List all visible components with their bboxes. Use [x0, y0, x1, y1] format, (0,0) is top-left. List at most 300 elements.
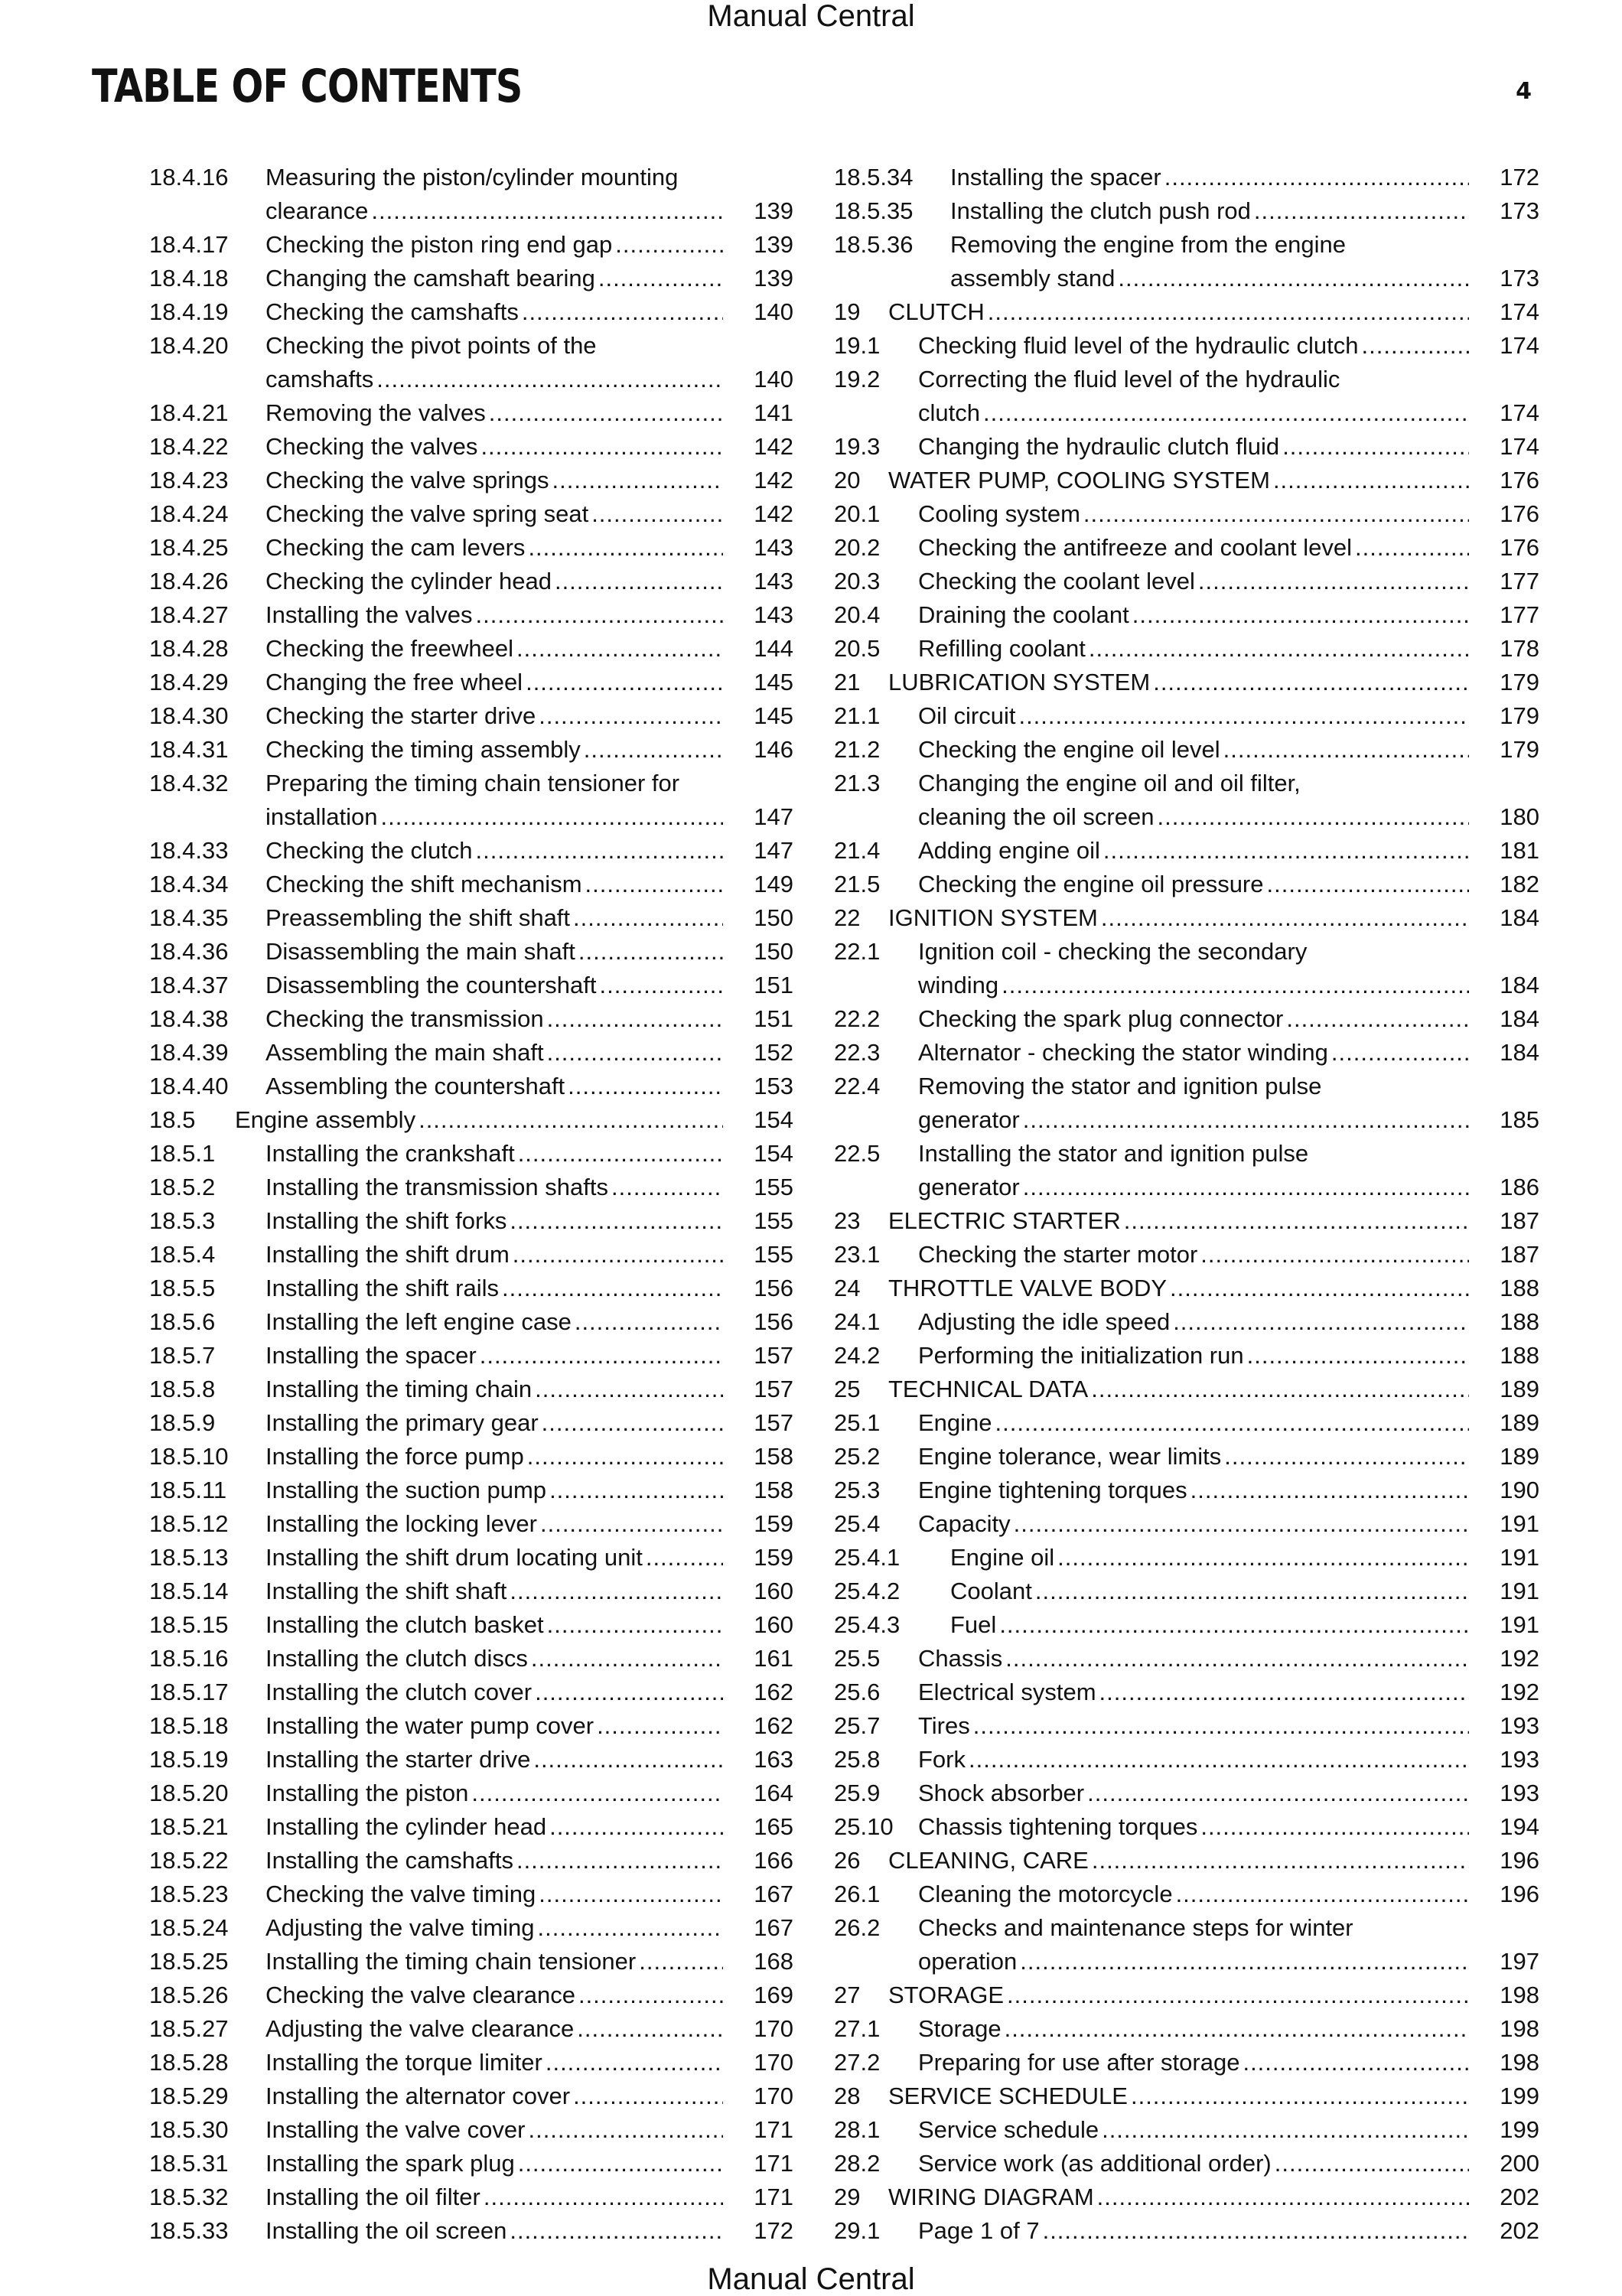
dot-leader	[516, 1844, 723, 1878]
dot-leader	[1101, 901, 1469, 935]
toc-entry[interactable]	[834, 935, 1539, 1002]
dot-leader	[1273, 464, 1469, 497]
toc-entry[interactable]	[149, 632, 793, 666]
dot-leader	[1190, 1474, 1469, 1507]
toc-entry[interactable]	[834, 666, 1539, 699]
dot-leader	[1198, 565, 1469, 598]
dot-leader	[983, 396, 1469, 430]
dot-leader	[480, 1339, 723, 1373]
toc-entry-title: Preassembling the shift shaft	[265, 904, 571, 931]
toc-entry[interactable]	[834, 1608, 1539, 1642]
toc-entry[interactable]	[834, 531, 1539, 565]
toc-entry[interactable]	[834, 1507, 1539, 1541]
toc-entry[interactable]	[834, 1777, 1539, 1810]
toc-entry-number: 18.4.21	[149, 399, 229, 426]
dot-leader	[538, 1911, 723, 1945]
toc-entry[interactable]	[834, 497, 1539, 531]
toc-entry-title: camshafts	[265, 366, 374, 392]
toc-entry-title: Page 1 of 7	[918, 2217, 1040, 2244]
toc-entry[interactable]	[834, 2214, 1539, 2248]
toc-entry[interactable]	[834, 1070, 1539, 1137]
toc-entry-page: 199	[1500, 2083, 1539, 2109]
toc-entry-title: Installing the transmission shafts	[265, 1174, 608, 1200]
toc-entry-title: installation	[265, 803, 378, 830]
toc-entry[interactable]	[149, 868, 793, 901]
toc-entry-page: 188	[1500, 1275, 1539, 1301]
toc-entry[interactable]	[149, 1339, 793, 1373]
toc-entry[interactable]	[149, 430, 793, 464]
toc-entry-title: Preparing for use after storage	[918, 2049, 1240, 2076]
dot-leader	[598, 262, 723, 295]
toc-entry[interactable]	[149, 1440, 793, 1474]
toc-entry[interactable]	[149, 935, 793, 969]
toc-entry-number: 27	[834, 1982, 861, 2008]
dot-leader	[591, 497, 723, 531]
dot-leader	[513, 1238, 723, 1272]
toc-entry-page: 170	[754, 2049, 793, 2076]
dot-leader	[1223, 733, 1469, 767]
dot-leader	[646, 1541, 723, 1575]
toc-entry-title: Installing the crankshaft	[265, 1140, 515, 1167]
toc-entry[interactable]	[834, 1036, 1539, 1070]
toc-entry-title: Installing the timing chain tensioner	[265, 1948, 637, 1975]
toc-entry-title: clutch	[918, 399, 980, 426]
toc-entry-page: 176	[1500, 500, 1539, 527]
toc-entry[interactable]	[149, 464, 793, 497]
toc-entry-page: 167	[754, 1881, 793, 1907]
toc-entry[interactable]	[149, 1743, 793, 1777]
toc-entry-page: 140	[754, 298, 793, 325]
toc-entry[interactable]	[834, 1844, 1539, 1878]
toc-entry[interactable]	[149, 969, 793, 1002]
toc-entry[interactable]	[834, 228, 1539, 295]
toc-entry-page: 150	[754, 904, 793, 931]
toc-entry-page: 188	[1500, 1308, 1539, 1335]
toc-entry-page: 181	[1500, 837, 1539, 864]
dot-leader	[542, 1406, 723, 1440]
toc-entry-title: Removing the valves	[265, 399, 486, 426]
toc-entry[interactable]	[149, 1709, 793, 1743]
toc-entry[interactable]	[149, 2214, 793, 2248]
toc-entry-title: THROTTLE VALVE BODY	[888, 1275, 1168, 1301]
toc-entry-title: CLUTCH	[888, 298, 985, 325]
toc-entry-page: 156	[754, 1308, 793, 1335]
dot-leader	[1005, 2012, 1469, 2046]
toc-entry-number: 25.8	[834, 1746, 881, 1773]
dot-leader	[1092, 1844, 1469, 1878]
toc-entry-title: Checking the piston ring end gap	[265, 231, 613, 258]
toc-entry-number: 18.4.28	[149, 635, 229, 662]
toc-entry-title: Checking the clutch	[265, 837, 473, 864]
toc-entry-number: 21.5	[834, 871, 881, 897]
dot-leader	[419, 1103, 723, 1137]
dot-leader	[1102, 2113, 1469, 2147]
toc-entry-title: Disassembling the main shaft	[265, 938, 575, 965]
toc-entry-page: 186	[1500, 1174, 1539, 1200]
toc-entry[interactable]	[834, 194, 1539, 228]
dot-leader	[547, 1002, 723, 1036]
toc-entry[interactable]	[149, 1204, 793, 1238]
toc-entry-number: 18.5.3	[149, 1207, 216, 1234]
toc-entry-title: Chassis	[918, 1645, 1003, 1672]
toc-entry[interactable]	[149, 497, 793, 531]
dot-leader	[995, 1406, 1469, 1440]
toc-entry-page: 162	[754, 1712, 793, 1739]
toc-entry[interactable]	[834, 329, 1539, 363]
toc-entry[interactable]	[149, 161, 793, 228]
toc-entry[interactable]	[834, 430, 1539, 464]
toc-entry-title: Removing the engine from the engine	[950, 231, 1346, 258]
toc-entry-page: 172	[1500, 164, 1539, 191]
toc-entry-page: 142	[754, 500, 793, 527]
dot-leader	[578, 1978, 723, 2012]
toc-entry[interactable]	[834, 632, 1539, 666]
toc-entry[interactable]	[834, 1137, 1539, 1204]
toc-entry[interactable]	[834, 1642, 1539, 1676]
toc-entry-number: 22.5	[834, 1140, 881, 1167]
toc-entry-title: TECHNICAL DATA	[888, 1376, 1089, 1402]
toc-entry[interactable]	[149, 329, 793, 396]
dot-leader	[1099, 1676, 1469, 1709]
toc-entry[interactable]	[149, 733, 793, 767]
toc-entry[interactable]	[149, 1608, 793, 1642]
toc-entry-number: 20.4	[834, 601, 881, 628]
toc-entry-number: 18.5.27	[149, 2015, 229, 2042]
toc-entry-number: 26	[834, 1847, 861, 1874]
toc-entry-number: 22.3	[834, 1039, 881, 1066]
toc-entry[interactable]	[149, 2113, 793, 2147]
toc-entry[interactable]	[834, 1305, 1539, 1339]
toc-entry-page: 192	[1500, 1679, 1539, 1705]
toc-entry-number: 18.5.34	[834, 164, 914, 191]
toc-entry-title: Installing the stator and ignition pulse	[918, 1140, 1309, 1167]
toc-entry[interactable]	[834, 2113, 1539, 2147]
toc-entry-title: Changing the free wheel	[265, 669, 523, 695]
toc-entry[interactable]	[834, 295, 1539, 329]
dot-leader	[585, 868, 723, 901]
toc-entry-page: 171	[754, 2116, 793, 2143]
toc-entry-title: Checking the valves	[265, 433, 478, 460]
toc-entry-number: 23.1	[834, 1241, 881, 1268]
toc-entry[interactable]	[834, 868, 1539, 901]
dot-leader	[1200, 1238, 1469, 1272]
toc-entry-title: Draining the coolant	[918, 601, 1129, 628]
toc-entry[interactable]	[834, 1911, 1539, 1978]
toc-entry-title: Installing the oil screen	[265, 2217, 507, 2244]
toc-entry[interactable]	[149, 1911, 793, 1945]
dot-leader	[973, 1709, 1469, 1743]
toc-entry-page: 163	[754, 1746, 793, 1773]
toc-entry-title: Coolant	[950, 1578, 1032, 1604]
toc-entry-title: assembly stand	[950, 265, 1116, 291]
toc-entry-page: 196	[1500, 1881, 1539, 1907]
toc-entry-page: 158	[754, 1477, 793, 1503]
toc-entry[interactable]	[149, 2180, 793, 2214]
dot-leader	[577, 2012, 723, 2046]
toc-entry[interactable]	[149, 565, 793, 598]
toc-entry[interactable]	[149, 1978, 793, 2012]
toc-entry-number: 18.5.1	[149, 1140, 216, 1167]
toc-entry[interactable]	[149, 901, 793, 935]
toc-entry[interactable]	[834, 1676, 1539, 1709]
toc-entry[interactable]	[834, 1878, 1539, 1911]
toc-entry-number: 18.5.5	[149, 1275, 216, 1301]
toc-entry-number: 18.4.31	[149, 736, 229, 763]
toc-entry-page: 198	[1500, 1982, 1539, 2008]
toc-entry[interactable]	[834, 363, 1539, 430]
toc-entry[interactable]	[149, 1238, 793, 1272]
toc-entry-page: 193	[1500, 1780, 1539, 1806]
dot-leader	[1005, 1642, 1469, 1676]
dot-leader	[584, 733, 723, 767]
toc-entry[interactable]	[149, 1272, 793, 1305]
toc-entry[interactable]	[149, 1171, 793, 1204]
toc-entry-title: Checking the timing assembly	[265, 736, 581, 763]
toc-entry[interactable]	[149, 1810, 793, 1844]
dot-leader	[1118, 262, 1469, 295]
toc-entry-page: 145	[754, 669, 793, 695]
toc-entry[interactable]	[834, 1541, 1539, 1575]
toc-entry[interactable]	[834, 767, 1539, 834]
toc-entry[interactable]	[834, 1810, 1539, 1844]
toc-entry-page: 151	[754, 1005, 793, 1032]
toc-entry-number: 25	[834, 1376, 861, 1402]
toc-entry[interactable]	[834, 1406, 1539, 1440]
toc-entry[interactable]	[834, 1709, 1539, 1743]
toc-entry[interactable]	[834, 901, 1539, 935]
toc-entry-page: 198	[1500, 2049, 1539, 2076]
toc-entry[interactable]	[834, 1002, 1539, 1036]
toc-entry[interactable]	[149, 1575, 793, 1608]
toc-entry[interactable]	[149, 1070, 793, 1103]
toc-entry[interactable]	[149, 1474, 793, 1507]
toc-entry[interactable]	[149, 396, 793, 430]
toc-entry-number: 18.5.24	[149, 1914, 229, 1941]
toc-entry-number: 18.5.21	[149, 1813, 229, 1840]
toc-entry-page: 167	[754, 1914, 793, 1941]
toc-entry[interactable]	[149, 1507, 793, 1541]
toc-entry-title: IGNITION SYSTEM	[888, 904, 1098, 931]
toc-entry-page: 139	[754, 231, 793, 258]
toc-entry-number: 28.1	[834, 2116, 881, 2143]
toc-entry[interactable]	[834, 565, 1539, 598]
toc-entry-title: Installing the shift drum	[265, 1241, 510, 1268]
toc-entry[interactable]	[834, 1440, 1539, 1474]
toc-entry-number: 18.5.26	[149, 1982, 229, 2008]
toc-entry[interactable]	[834, 699, 1539, 733]
toc-entry-title: Performing the initialization run	[918, 1342, 1244, 1369]
toc-entry[interactable]	[834, 1373, 1539, 1406]
dot-leader	[527, 1440, 723, 1474]
toc-entry-number: 20.2	[834, 534, 881, 561]
toc-entry[interactable]	[834, 1272, 1539, 1305]
dot-leader	[988, 295, 1469, 329]
toc-entry[interactable]	[149, 1406, 793, 1440]
dot-leader	[531, 1642, 723, 1676]
toc-entry-page: 188	[1500, 1342, 1539, 1369]
toc-entry[interactable]	[149, 531, 793, 565]
dot-leader	[611, 1171, 723, 1204]
toc-entry-page: 185	[1500, 1106, 1539, 1133]
toc-entry-number: 18.5.6	[149, 1308, 216, 1335]
toc-entry-number: 18.4.20	[149, 332, 229, 359]
dot-leader	[528, 531, 723, 565]
dot-leader	[1157, 800, 1469, 834]
toc-entry-page: 177	[1500, 601, 1539, 628]
toc-entry[interactable]	[149, 2012, 793, 2046]
toc-entry-number: 26.1	[834, 1881, 881, 1907]
toc-entry[interactable]	[834, 2079, 1539, 2113]
toc-entry-title: Installing the valves	[265, 601, 473, 628]
toc-entry[interactable]	[834, 598, 1539, 632]
toc-entry[interactable]	[149, 1541, 793, 1575]
dot-leader	[573, 2079, 723, 2113]
toc-entry[interactable]	[149, 1305, 793, 1339]
toc-entry-page: 154	[754, 1140, 793, 1167]
toc-entry-number: 18.5.14	[149, 1578, 229, 1604]
toc-entry[interactable]	[834, 1238, 1539, 1272]
toc-entry[interactable]	[834, 1474, 1539, 1507]
toc-entry[interactable]	[149, 2079, 793, 2113]
toc-entry[interactable]	[834, 161, 1539, 194]
toc-entry[interactable]	[149, 1036, 793, 1070]
toc-entry-page: 146	[754, 736, 793, 763]
toc-entry[interactable]	[834, 464, 1539, 497]
toc-entry-title: Checking the valve springs	[265, 467, 549, 493]
toc-entry-page: 142	[754, 433, 793, 460]
toc-entry-title: Checking the coolant level	[918, 568, 1195, 594]
toc-entry[interactable]	[149, 1844, 793, 1878]
toc-entry-page: 170	[754, 2083, 793, 2109]
toc-entry[interactable]	[149, 1676, 793, 1709]
toc-entry-title: Cleaning the motorcycle	[918, 1881, 1173, 1907]
toc-entry-number: 20.3	[834, 568, 881, 594]
toc-entry[interactable]	[149, 1878, 793, 1911]
toc-entry[interactable]	[834, 834, 1539, 868]
toc-entry-number: 24.2	[834, 1342, 881, 1369]
dot-leader	[1173, 1305, 1469, 1339]
toc-entry-page: 191	[1500, 1510, 1539, 1537]
toc-entry-title: Installing the locking lever	[265, 1510, 537, 1537]
toc-entry[interactable]	[834, 2147, 1539, 2180]
toc-entry[interactable]	[834, 2012, 1539, 2046]
dot-leader	[522, 295, 723, 329]
toc-entry-number: 22.2	[834, 1005, 881, 1032]
toc-entry-title: Engine assembly	[235, 1106, 416, 1133]
toc-entry[interactable]	[834, 1204, 1539, 1238]
toc-entry[interactable]	[149, 1777, 793, 1810]
toc-entry-title: Installing the alternator cover	[265, 2083, 571, 2109]
toc-entry-page: 152	[754, 1039, 793, 1066]
toc-entry[interactable]	[149, 598, 793, 632]
toc-entry[interactable]	[149, 1642, 793, 1676]
toc-entry-title: Electrical system	[918, 1679, 1096, 1705]
dot-leader	[568, 1070, 723, 1103]
toc-entry-title: Refilling coolant	[918, 635, 1086, 662]
toc-entry-page: 157	[754, 1342, 793, 1369]
dot-leader	[1267, 868, 1470, 901]
dot-leader	[1057, 1541, 1469, 1575]
toc-entry[interactable]	[149, 262, 793, 295]
toc-entry[interactable]	[149, 666, 793, 699]
toc-entry[interactable]	[149, 1137, 793, 1171]
dot-leader	[516, 632, 723, 666]
toc-entry-number: 25.4	[834, 1510, 881, 1537]
dot-leader	[476, 834, 723, 868]
toc-entry-page: 142	[754, 467, 793, 493]
toc-entry-number: 18.4.23	[149, 467, 229, 493]
toc-entry-page: 157	[754, 1409, 793, 1436]
toc-entry-number: 19.1	[834, 332, 881, 359]
toc-entry-page: 172	[754, 2217, 793, 2244]
toc-entry[interactable]	[149, 834, 793, 868]
toc-entry[interactable]	[834, 2180, 1539, 2214]
toc-entry-page: 184	[1500, 904, 1539, 931]
dot-leader	[615, 228, 723, 262]
toc-entry-number: 18.5.30	[149, 2116, 229, 2143]
toc-entry-number: 26.2	[834, 1914, 881, 1941]
dot-leader	[549, 1810, 723, 1844]
dot-leader	[1035, 1575, 1469, 1608]
dot-leader	[1153, 666, 1469, 699]
toc-entry[interactable]	[834, 1743, 1539, 1777]
toc-entry-title: Installing the clutch push rod	[950, 197, 1251, 224]
toc-entry[interactable]	[149, 1945, 793, 1978]
toc-entry-number: 22.1	[834, 938, 881, 965]
toc-entry[interactable]	[149, 767, 793, 834]
toc-entry-title: generator	[918, 1174, 1020, 1200]
toc-entry-number: 18.4.33	[149, 837, 229, 864]
toc-entry-page: 196	[1500, 1847, 1539, 1874]
toc-entry[interactable]	[149, 2046, 793, 2079]
toc-entry[interactable]	[834, 1978, 1539, 2012]
toc-entry-title: Assembling the main shaft	[265, 1039, 544, 1066]
toc-entry-title: Shock absorber	[918, 1780, 1085, 1806]
toc-entry-title: Checking the starter motor	[918, 1241, 1198, 1268]
toc-entry[interactable]	[834, 1339, 1539, 1373]
dot-leader	[535, 1373, 723, 1406]
dot-leader	[1331, 1036, 1469, 1070]
toc-entry-title: Checking the cam levers	[265, 534, 526, 561]
toc-entry-page: 139	[754, 265, 793, 291]
toc-entry-page: 150	[754, 938, 793, 965]
toc-entry-title: Cooling system	[918, 500, 1080, 527]
toc-entry[interactable]	[149, 295, 793, 329]
toc-entry[interactable]	[149, 1103, 793, 1137]
toc-entry-title: Installing the shift drum locating unit	[265, 1544, 643, 1571]
toc-entry[interactable]	[149, 699, 793, 733]
toc-entry-title: Checks and maintenance steps for winter	[918, 1914, 1353, 1941]
dot-leader	[471, 1777, 723, 1810]
toc-entry-page: 191	[1500, 1611, 1539, 1638]
toc-entry[interactable]	[834, 1575, 1539, 1608]
toc-entry-number: 18.5.33	[149, 2217, 229, 2244]
toc-entry-title: Checking the transmission	[265, 1005, 544, 1032]
toc-entry[interactable]	[149, 2147, 793, 2180]
toc-entry[interactable]	[149, 228, 793, 262]
toc-entry-page: 174	[1500, 332, 1539, 359]
toc-entry[interactable]	[834, 2046, 1539, 2079]
toc-entry-number: 27.2	[834, 2049, 881, 2076]
toc-entry[interactable]	[834, 733, 1539, 767]
toc-entry[interactable]	[149, 1373, 793, 1406]
dot-leader	[1089, 632, 1469, 666]
toc-entry[interactable]	[149, 1002, 793, 1036]
toc-entry-number: 24.1	[834, 1308, 881, 1335]
toc-entry-title: Checking the antifreeze and coolant level	[918, 534, 1352, 561]
dot-leader	[1014, 1507, 1469, 1541]
toc-entry-title: Disassembling the countershaft	[265, 972, 597, 998]
